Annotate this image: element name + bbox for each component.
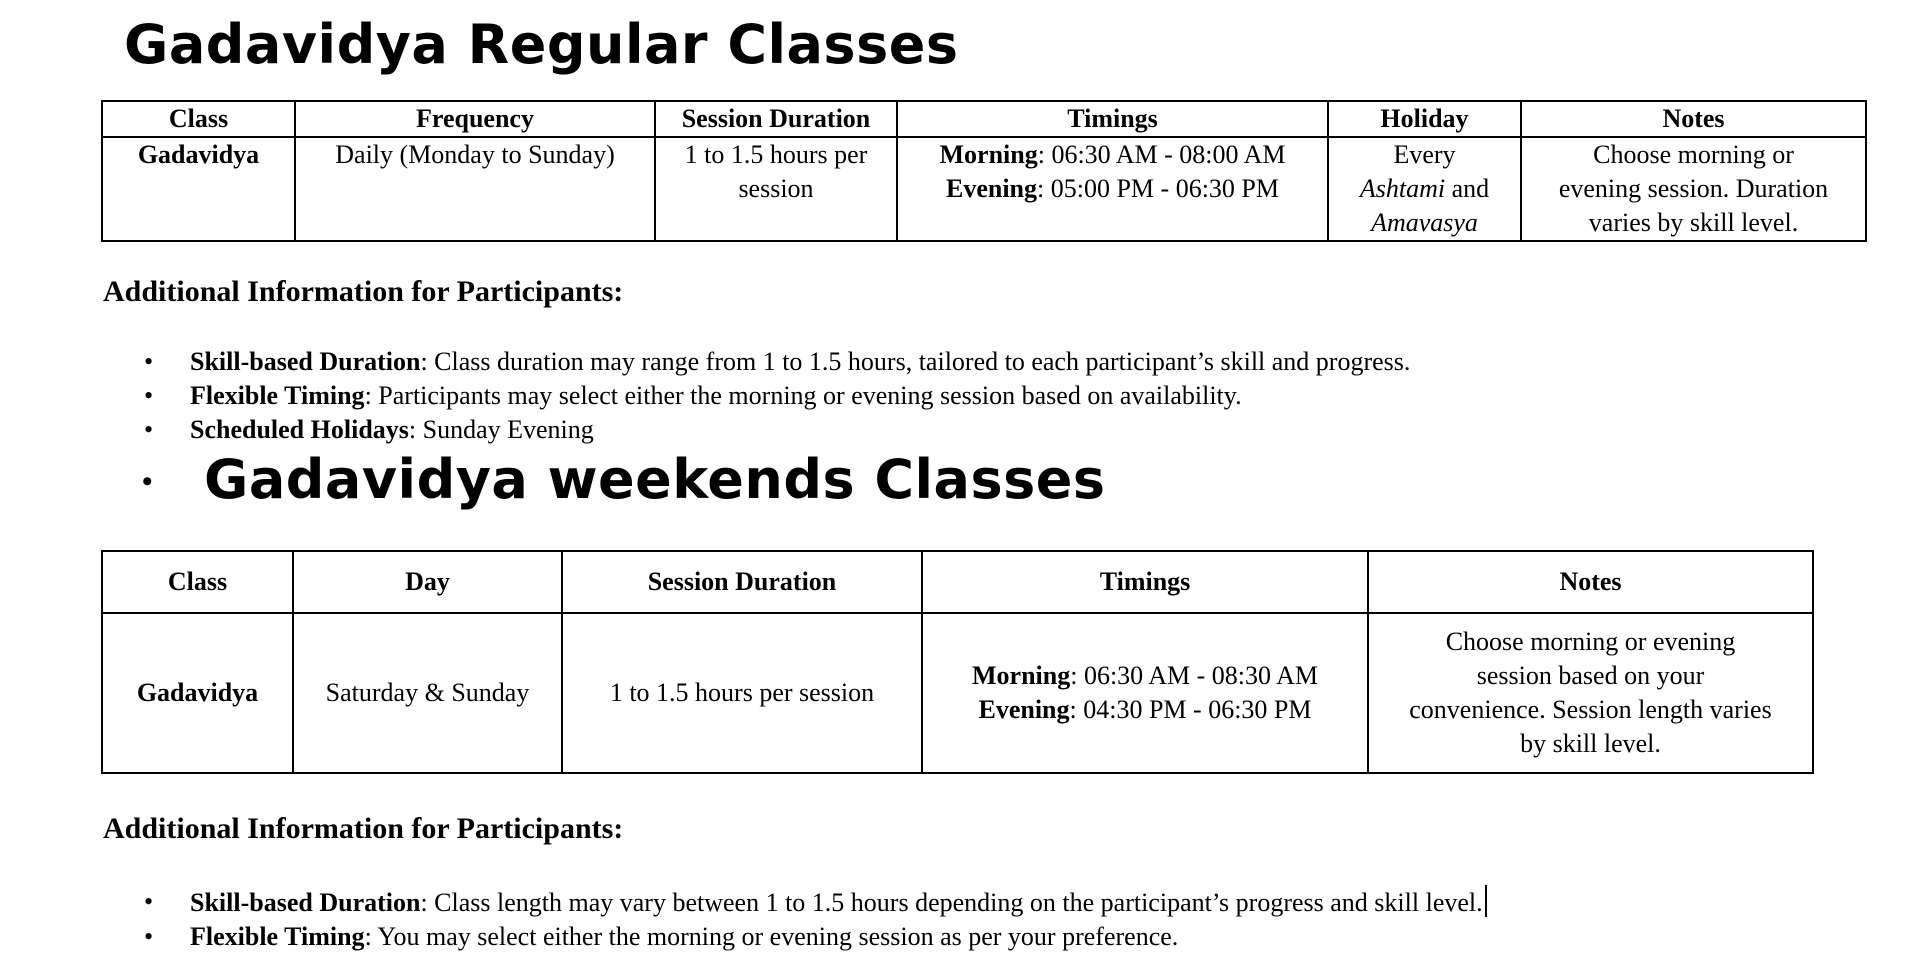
list-item: • Skill-based Duration: Class length may vary between 1 to 1.5 hours depending on the participant’s progress and skill level. — [190, 885, 1487, 920]
cell-timings: Morning: 06:30 AM - 08:00 AM Evening: 05:00 PM - 06:30 PM — [897, 137, 1328, 241]
list-item: • Flexible Timing: You may select either the morning or evening session as per your preference. — [190, 920, 1487, 954]
cell-holiday: Every Ashtami and Amavasya — [1328, 137, 1521, 241]
weekend-title-bullet: • — [142, 465, 153, 498]
cell-class: Gadavidya — [102, 613, 293, 773]
list-item: • Flexible Timing: Participants may select either the morning or evening session based on availability. — [190, 379, 1410, 413]
cell-class: Gadavidya — [102, 137, 295, 241]
bullet-icon: • — [144, 922, 154, 951]
cell-notes: Choose morning or evening session. Duration varies by skill level. — [1521, 137, 1866, 241]
regular-info-heading: Additional Information for Participants: — [103, 275, 624, 308]
bullet-icon: • — [144, 887, 154, 916]
text-cursor — [1485, 885, 1487, 917]
weekend-classes-table — [101, 550, 1814, 774]
cell-timings: Morning: 06:30 AM - 08:30 AM Evening: 04:30 PM - 06:30 PM — [922, 613, 1368, 773]
regular-classes-table — [101, 100, 1867, 242]
header-timings: Timings — [922, 551, 1368, 613]
list-item: • Scheduled Holidays: Sunday Evening — [190, 413, 1410, 447]
header-class: Class — [102, 101, 295, 137]
bullet-icon: • — [144, 415, 154, 444]
weekend-classes-title: Gadavidya weekends Classes — [204, 448, 1106, 511]
header-session-duration: Session Duration — [562, 551, 922, 613]
cell-session-duration: 1 to 1.5 hours per session — [562, 613, 922, 773]
cell-notes: Choose morning or evening session based on your convenience. Session length varies by skill level. — [1368, 613, 1813, 773]
regular-classes-title: Gadavidya Regular Classes — [124, 13, 959, 76]
header-notes: Notes — [1521, 101, 1866, 137]
header-notes: Notes — [1368, 551, 1813, 613]
cell-session-duration: 1 to 1.5 hours per session — [655, 137, 897, 241]
header-timings: Timings — [897, 101, 1328, 137]
bullet-icon: • — [144, 381, 154, 410]
header-frequency: Frequency — [295, 101, 655, 137]
bullet-icon: • — [144, 347, 154, 376]
cell-day: Saturday & Sunday — [293, 613, 562, 773]
header-day: Day — [293, 551, 562, 613]
table-row — [102, 613, 1813, 773]
header-class: Class — [102, 551, 293, 613]
list-item: • Skill-based Duration: Class duration may range from 1 to 1.5 hours, tailored to each participant’s skill and progress. — [190, 345, 1410, 379]
header-holiday: Holiday — [1328, 101, 1521, 137]
table-header-row — [102, 101, 1866, 137]
header-session-duration: Session Duration — [655, 101, 897, 137]
cell-frequency: Daily (Monday to Sunday) — [295, 137, 655, 241]
weekend-info-heading: Additional Information for Participants: — [103, 812, 624, 845]
table-header-row — [102, 551, 1813, 613]
table-row — [102, 137, 1866, 241]
weekend-info-list — [144, 885, 1487, 954]
regular-info-list — [144, 345, 1411, 447]
